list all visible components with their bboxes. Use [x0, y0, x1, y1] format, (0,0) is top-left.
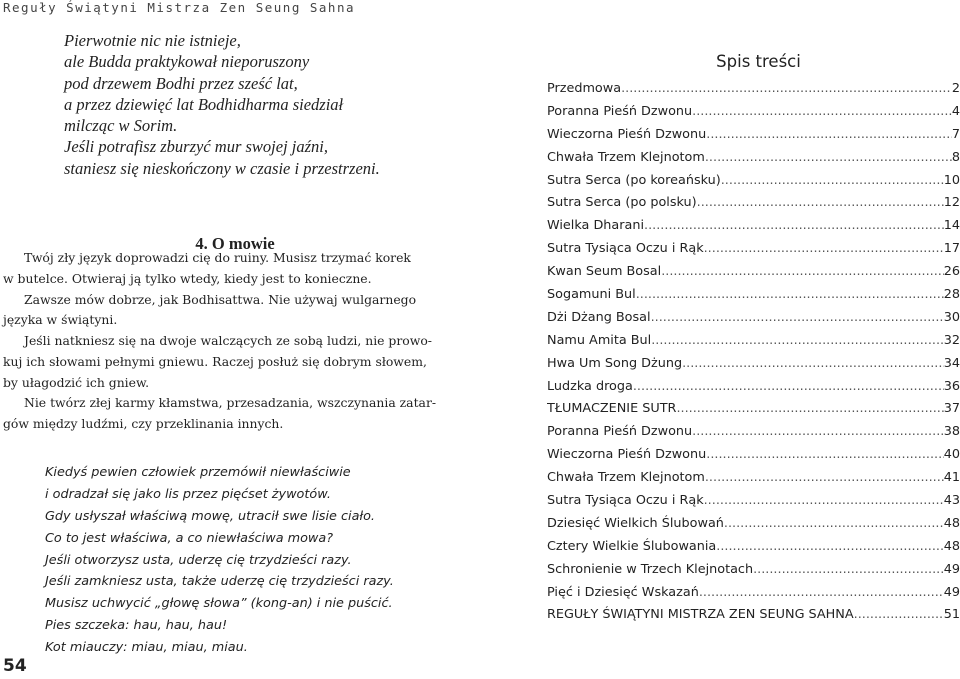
toc-leader-dots	[721, 170, 944, 193]
toc-entry[interactable]	[547, 376, 960, 399]
toc-leader-dots	[644, 215, 944, 238]
toc-entry[interactable]	[547, 170, 960, 193]
toc-entry-title: Schronienie w Trzech Klejnotach	[547, 561, 754, 577]
toc-entry-page: 51	[943, 607, 960, 623]
toc-entry-page: 37	[943, 401, 960, 417]
toc-entry[interactable]	[547, 398, 960, 421]
toc-entry-page: 34	[943, 355, 960, 371]
toc-entry[interactable]	[547, 353, 960, 376]
toc-entry-page: 48	[943, 515, 960, 531]
toc-entry-title: Przedmowa	[547, 81, 622, 96]
toc-leader-dots	[682, 353, 944, 376]
toc-leader-dots	[705, 467, 944, 490]
toc-entry-title: Sutra Tysiąca Oczu i Rąk	[547, 493, 704, 509]
toc-entry-title: Wieczorna Pieśń Dzwonu	[547, 126, 707, 142]
toc-entry[interactable]	[547, 559, 960, 582]
toc-entry[interactable]	[547, 238, 960, 261]
toc-leader-dots	[854, 604, 944, 627]
toc-entry-page: 7	[951, 126, 960, 142]
toc-entry[interactable]	[547, 78, 960, 101]
toc-entry-page: 12	[943, 195, 960, 211]
toc-leader-dots	[704, 238, 944, 261]
toc-entry[interactable]	[547, 101, 960, 124]
toc-entry-page: 48	[943, 538, 960, 554]
toc-entry[interactable]	[547, 490, 960, 513]
toc-entry-page: 49	[943, 561, 960, 577]
body-line: w butelce. Otwieraj ją tylko wtedy, kiedy jest to konieczne.	[3, 270, 372, 286]
toc-entry[interactable]	[547, 513, 960, 536]
toc-leader-dots	[661, 261, 944, 284]
body-line: Jeśli natkniesz się na dwoje walczących ze sobą ludzi, nie prowo-	[24, 333, 432, 348]
toc-entry-title: Poranna Pieśń Dzwonu	[547, 103, 693, 119]
toc-entry-page: 28	[943, 287, 960, 303]
toc-entry-page: 38	[943, 424, 960, 440]
toc-entry[interactable]	[547, 192, 960, 215]
toc-entry-title: Sutra Serca (po koreańsku)	[547, 172, 721, 188]
page-number: 54	[3, 656, 27, 676]
poem-line: Musisz uchwycić „głowę słowa” (kong-an) i nie puścić.	[45, 596, 393, 612]
toc-leader-dots	[699, 582, 944, 605]
poem-line: Kot miauczy: miau, miau, miau.	[45, 640, 248, 656]
toc-entry[interactable]	[547, 330, 960, 353]
toc-entry-title: Dżi Dżang Bosal	[547, 309, 651, 325]
toc-entry-page: 8	[951, 149, 960, 165]
toc-entry-title: Sutra Serca (po polsku)	[547, 195, 697, 211]
toc-entry-page: 49	[943, 584, 960, 600]
toc-leader-dots	[753, 559, 944, 582]
toc-title: Spis treści	[716, 52, 801, 71]
toc-entry[interactable]	[547, 215, 960, 238]
body-line: języka w świątyni.	[3, 312, 118, 328]
poem-line: i odradzał się jako lis przez pięćset żywotów.	[45, 486, 331, 502]
toc-entry-title: Cztery Wielkie Ślubowania	[547, 538, 717, 554]
toc-leader-dots	[692, 101, 952, 124]
toc-entry[interactable]	[547, 261, 960, 284]
poem-line: Jeśli potrafisz zburzyć mur swojej jaźni,	[64, 137, 329, 157]
toc-leader-dots	[651, 307, 944, 330]
toc-entry-page: 32	[943, 332, 960, 348]
section-heading: 4. O mowie	[195, 234, 275, 253]
poem-line: milcząc w Sorim.	[64, 116, 178, 136]
toc-entry-title: Sutra Tysiąca Oczu i Rąk	[547, 241, 704, 257]
table-of-contents	[547, 46, 960, 627]
toc-leader-dots	[704, 490, 944, 513]
toc-entry-page: 30	[943, 309, 960, 325]
body-line: by ułagodzić ich gniew.	[3, 374, 150, 390]
toc-entry-title: Wieczorna Pieśń Dzwonu	[547, 447, 707, 463]
section-body	[3, 248, 436, 435]
toc-entry[interactable]	[547, 421, 960, 444]
poem-line: Pies szczeka: hau, hau, hau!	[45, 618, 228, 634]
poem-line: Co to jest właściwa, a co niewłaściwa mowa?	[45, 530, 334, 546]
toc-entry[interactable]	[547, 536, 960, 559]
toc-leader-dots	[724, 513, 944, 536]
toc-entry-page: 2	[951, 81, 960, 96]
toc-entry-title: TŁUMACZENIE SUTR	[547, 401, 677, 417]
body-line: Nie twórz złej karmy kłamstwa, przesadzania, wszczynania zatar-	[24, 395, 437, 411]
toc-entry-title: Dziesięć Wielkich Ślubowań	[547, 515, 724, 531]
poem-line: Jeśli zamkniesz usta, także uderzę cię trzydzieści razy.	[45, 574, 394, 590]
toc-entry-page: 36	[943, 378, 960, 394]
poem-line: Kiedyś pewien człowiek przemówił niewłaściwie	[45, 465, 351, 480]
poem-line: a przez dziewięć lat Bodhidharma siedział	[64, 94, 344, 114]
toc-leader-dots	[621, 78, 952, 101]
toc-entry-page: 14	[943, 218, 960, 234]
toc-entry[interactable]	[547, 467, 960, 490]
body-line: Zawsze mów dobrze, jak Bodhisattwa. Nie używaj wulgarnego	[24, 291, 417, 307]
poem-line: pod drzewem Bodhi przez sześć lat,	[64, 73, 298, 93]
toc-entry[interactable]	[547, 307, 960, 330]
toc-leader-dots	[706, 444, 943, 467]
poem-line: Gdy usłyszał właściwą mowę, utracił swe lisie ciało.	[45, 508, 375, 524]
toc-leader-dots	[676, 398, 943, 421]
toc-entry-title: Kwan Seum Bosal	[547, 264, 662, 280]
toc-leader-dots	[705, 147, 952, 170]
toc-entry-title: Sogamuni Bul	[547, 287, 636, 303]
toc-leader-dots	[706, 124, 952, 147]
toc-entry-title: Hwa Um Song Dżung	[547, 355, 683, 371]
toc-entry-page: 43	[943, 493, 960, 509]
toc-entry-title: Ludzka droga	[547, 378, 633, 394]
toc-leader-dots	[651, 330, 943, 353]
toc-entry-page: 40	[943, 447, 960, 463]
toc-leader-dots	[716, 536, 943, 559]
toc-entry[interactable]	[547, 284, 960, 307]
toc-entry[interactable]	[547, 124, 960, 147]
toc-leader-dots	[697, 192, 944, 215]
toc-entry-page: 17	[943, 241, 960, 257]
toc-list	[547, 78, 960, 627]
toc-leader-dots	[636, 284, 944, 307]
toc-entry-page: 10	[943, 172, 960, 188]
poem-line: Pierwotnie nic nie istnieje,	[64, 31, 241, 50]
poem-line: ale Budda praktykował nieporuszony	[64, 52, 310, 72]
toc-entry-title: Chwała Trzem Klejnotom	[547, 149, 705, 165]
body-line: Twój zły język doprowadzi cię do ruiny. Musisz trzymać korek	[24, 250, 411, 265]
toc-entry-title: REGUŁY ŚWIĄTYNI MISTRZA ZEN SEUNG SAHNA	[547, 607, 854, 623]
toc-entry[interactable]	[547, 604, 960, 627]
body-line: gów między ludźmi, czy przeklinania innych.	[3, 416, 284, 431]
body-line: kuj ich słowami pełnymi gniewu. Raczej posłuż się dobrym słowem,	[3, 353, 427, 369]
toc-entry-title: Namu Amita Bul	[547, 332, 652, 348]
opening-poem	[64, 30, 380, 179]
toc-entry[interactable]	[547, 582, 960, 605]
left-page	[0, 0, 470, 679]
toc-leader-dots	[692, 421, 944, 444]
toc-leader-dots	[633, 376, 944, 399]
toc-entry[interactable]	[547, 444, 960, 467]
toc-entry-title: Wielka Dharani	[547, 218, 645, 234]
toc-entry-title: Pięć i Dziesięć Wskazań	[547, 584, 699, 600]
toc-entry[interactable]	[547, 147, 960, 170]
poem-line: Jeśli otworzysz usta, uderzę cię trzydzieści razy.	[45, 552, 352, 568]
toc-entry-page: 4	[951, 103, 960, 119]
toc-entry-page: 41	[943, 470, 960, 486]
toc-entry-page: 26	[943, 264, 960, 280]
toc-entry-title: Chwała Trzem Klejnotom	[547, 470, 705, 486]
toc-entry-title: Poranna Pieśń Dzwonu	[547, 424, 693, 440]
running-header: Reguły Świątyni Mistrza Zen Seung Sahna	[3, 0, 355, 15]
poem-line: staniesz się nieskończony w czasie i przestrzeni.	[64, 158, 380, 178]
closing-poem	[45, 462, 394, 659]
